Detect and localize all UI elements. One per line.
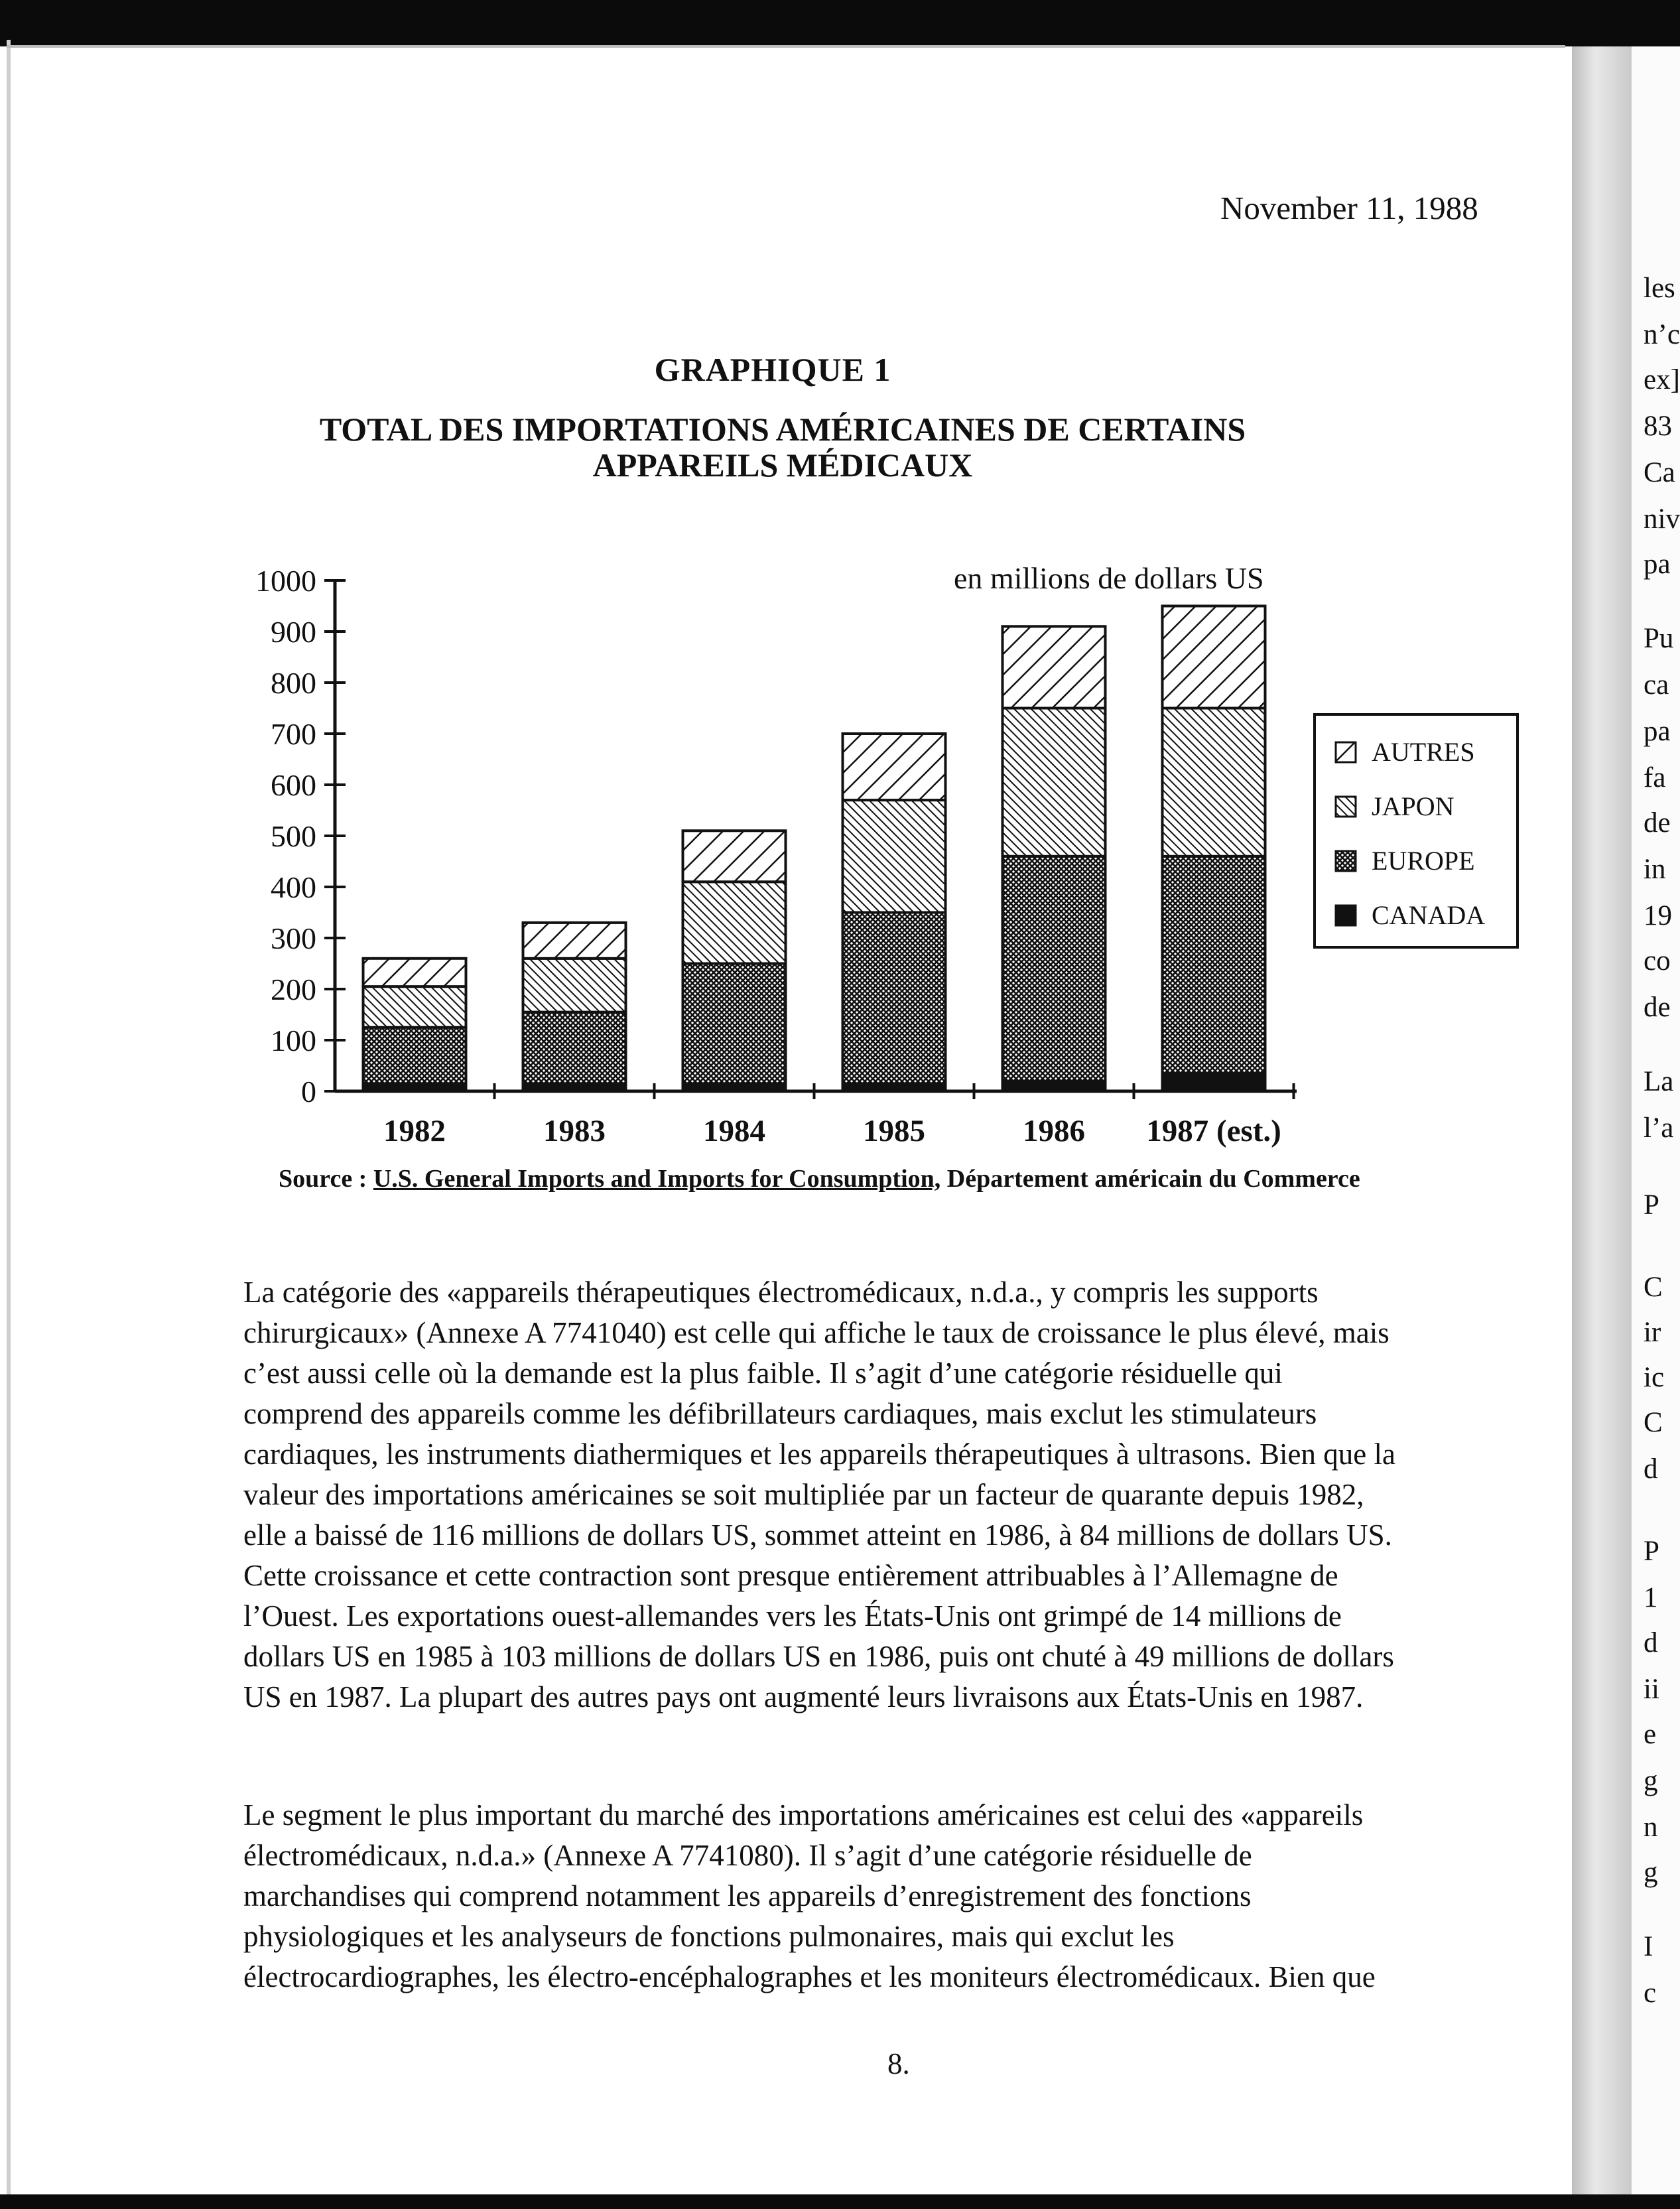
bar-segment-autres-1982	[363, 959, 466, 986]
next-page-fragment: P	[1644, 1536, 1659, 1567]
text-line: cardiaques, les instruments diathermiques et les appareils thérapeutiques à ultrasons. Bien que la	[243, 1438, 1395, 1471]
y-tick-label: 200	[271, 972, 316, 1006]
source-label: Source :	[279, 1165, 367, 1193]
x-tick-label: 1984	[703, 1114, 765, 1148]
bar-segment-autres-1983	[523, 923, 626, 959]
figure-title-line1: TOTAL DES IMPORTATIONS AMÉRICAINES DE CERTAINS	[319, 411, 1246, 448]
legend-label: CANADA	[1372, 900, 1486, 930]
document-date: November 11, 1988	[1220, 190, 1478, 226]
bar-segment-autres-1985	[843, 734, 946, 800]
next-page-fragment: ic	[1644, 1362, 1665, 1393]
next-page-fragment: La	[1644, 1066, 1674, 1097]
bar-segment-europe-1982	[363, 1028, 466, 1084]
next-page-fragment: 19	[1644, 900, 1672, 931]
text-line: électrocardiographes, les électro-encéphalographes et les moniteurs électromédicaux. Bien que	[243, 1960, 1376, 1993]
legend-label: AUTRES	[1372, 737, 1475, 767]
text-line: valeur des importations américaines se soit multipliée par un facteur de quarante depuis 1982,	[243, 1478, 1364, 1511]
bar-segment-europe-1983	[523, 1012, 626, 1084]
y-tick-label: 1000	[255, 564, 316, 598]
y-tick-label: 700	[271, 717, 316, 751]
bar-segment-japon-1982	[363, 986, 466, 1028]
bar-segment-europe-1986	[1003, 856, 1106, 1081]
figure-title	[219, 411, 1346, 483]
scan-top-edge	[7, 45, 1565, 48]
next-page-fragment: ii	[1644, 1674, 1659, 1705]
text-line: physiologiques et les analyseurs de fonctions pulmonaires, mais qui exclut les	[243, 1920, 1175, 1953]
next-page-fragment: I	[1644, 1931, 1653, 1962]
y-tick-label: 0	[301, 1075, 316, 1108]
next-page-fragment: n’c	[1644, 319, 1680, 350]
page-gutter-shadow	[1572, 46, 1632, 2209]
text-line: c’est aussi celle où la demande est la plus faible. Il s’agit d’une catégorie résiduelle qui	[243, 1357, 1283, 1390]
next-page-fragment: Ca	[1644, 457, 1675, 488]
bar-segment-canada-1987est	[1163, 1073, 1265, 1091]
next-page-fragment: fa	[1644, 762, 1666, 793]
y-tick-label: 600	[271, 768, 316, 802]
y-tick-label: 800	[271, 666, 316, 700]
source-note	[279, 1164, 1360, 1193]
chart-unit-label: en millions de dollars US	[954, 561, 1264, 595]
x-tick-label: 1983	[543, 1114, 606, 1148]
x-tick-label: 1986	[1023, 1114, 1085, 1148]
next-page-fragment: l’a	[1644, 1112, 1674, 1144]
next-page-fragment: 1	[1644, 1582, 1658, 1613]
y-tick-label: 100	[271, 1024, 316, 1057]
x-tick-label: 1985	[863, 1114, 925, 1148]
text-line: dollars US en 1985 à 103 millions de dollars US en 1986, puis ont chuté à 49 millions de dollars	[243, 1640, 1394, 1673]
next-page-fragment: e	[1644, 1719, 1657, 1750]
y-tick-label: 500	[271, 819, 316, 853]
figure-title-line2: APPAREILS MÉDICAUX	[592, 446, 973, 484]
text-line: chirurgicaux» (Annexe A 7741040) est celle qui affiche le taux de croissance le plus élevé, mais	[243, 1316, 1389, 1349]
bar-segment-europe-1985	[843, 913, 946, 1084]
paragraph-1	[243, 1272, 1570, 1717]
y-tick-label: 300	[271, 921, 316, 955]
text-line: comprend des appareils comme les défibrillateurs cardiaques, mais exclut les stimulateurs	[243, 1397, 1317, 1430]
legend-swatch-europe	[1334, 850, 1357, 872]
bar-segment-japon-1985	[843, 800, 946, 912]
next-page-fragment: niv	[1644, 503, 1680, 535]
next-page-fragment: d	[1644, 1627, 1658, 1658]
text-line: elle a baissé de 116 millions de dollars US, sommet atteint en 1986, à 84 millions de dollars US.	[243, 1518, 1392, 1552]
next-page-fragment: pa	[1644, 549, 1671, 580]
text-line: Le segment le plus important du marché des importations américaines est celui des «appareils	[243, 1798, 1364, 1832]
next-page-fragment: ca	[1644, 669, 1669, 701]
next-page-fragment: les	[1644, 273, 1675, 304]
next-page-fragment: co	[1644, 945, 1671, 976]
next-page-fragment: 83	[1644, 411, 1672, 442]
next-page-fragment: de	[1644, 992, 1671, 1023]
source-rest: Département américain du Commerce	[946, 1165, 1360, 1193]
next-page-fragment: n	[1644, 1812, 1658, 1843]
next-page-fragment: c	[1644, 1977, 1657, 2009]
scan-top-border	[0, 0, 1680, 46]
next-page-fragment: C	[1644, 1407, 1663, 1438]
bar-segment-japon-1983	[523, 959, 626, 1012]
source-title: U.S. General Imports and Imports for Consumption,	[373, 1165, 941, 1193]
figure-label: GRAPHIQUE 1	[654, 351, 891, 388]
bar-segment-japon-1987est	[1163, 708, 1265, 856]
next-page-fragment: C	[1644, 1272, 1663, 1303]
next-page-fragment: g	[1644, 1765, 1658, 1796]
y-tick-label: 900	[271, 615, 316, 649]
next-page-fragment: d	[1644, 1453, 1658, 1485]
paragraph-2	[243, 1795, 1570, 1997]
bar-segment-europe-1984	[683, 964, 786, 1084]
bar-segment-japon-1986	[1003, 708, 1106, 856]
text-line: La catégorie des «appareils thérapeutiques électromédicaux, n.d.a., y compris les supports	[243, 1276, 1319, 1309]
text-line: électromédicaux, n.d.a.» (Annexe A 7741080). Il s’agit d’une catégorie résiduelle de	[243, 1839, 1252, 1872]
legend-label: EUROPE	[1372, 846, 1475, 876]
next-page-fragment: de	[1644, 807, 1671, 838]
bar-segment-europe-1987est	[1163, 856, 1265, 1073]
x-tick-label: 1982	[383, 1114, 446, 1148]
text-line: l’Ouest. Les exportations ouest-allemandes vers les États-Unis ont grimpé de 14 millions de	[243, 1599, 1342, 1633]
stacked-bar-chart	[239, 551, 1393, 1148]
chart-legend	[1313, 713, 1519, 949]
bar-segment-autres-1987est	[1163, 606, 1265, 708]
legend-label: JAPON	[1372, 791, 1454, 821]
y-tick-label: 400	[271, 870, 316, 904]
next-page-fragment: g	[1644, 1857, 1658, 1888]
text-line: Cette croissance et cette contraction sont presque entièrement attribuables à l’Allemagne de	[243, 1559, 1338, 1592]
x-tick-label: 1987 (est.)	[1146, 1114, 1281, 1148]
legend-swatch-canada	[1334, 904, 1357, 927]
next-page-fragment: pa	[1644, 716, 1671, 747]
next-page-fragment: ir	[1644, 1317, 1661, 1348]
legend-swatch-autres	[1334, 741, 1357, 764]
next-page-fragment: Pu	[1644, 623, 1674, 654]
text-line: marchandises qui comprend notamment les appareils d’enregistrement des fonctions	[243, 1879, 1252, 1912]
page-number: 8.	[887, 2047, 910, 2080]
bar-segment-autres-1986	[1003, 626, 1106, 708]
bar-segment-japon-1984	[683, 882, 786, 963]
next-page-fragment: ex]	[1644, 364, 1680, 395]
chart-canvas	[239, 551, 1393, 1148]
scan-bottom-border	[0, 2194, 1680, 2209]
legend-swatch-japon	[1334, 795, 1357, 818]
next-page-fragment: P	[1644, 1189, 1659, 1221]
bar-segment-autres-1984	[683, 831, 786, 882]
text-line: US en 1987. La plupart des autres pays ont augmenté leurs livraisons aux États-Unis en 1987.	[243, 1680, 1364, 1713]
next-page-fragment: in	[1644, 854, 1666, 885]
